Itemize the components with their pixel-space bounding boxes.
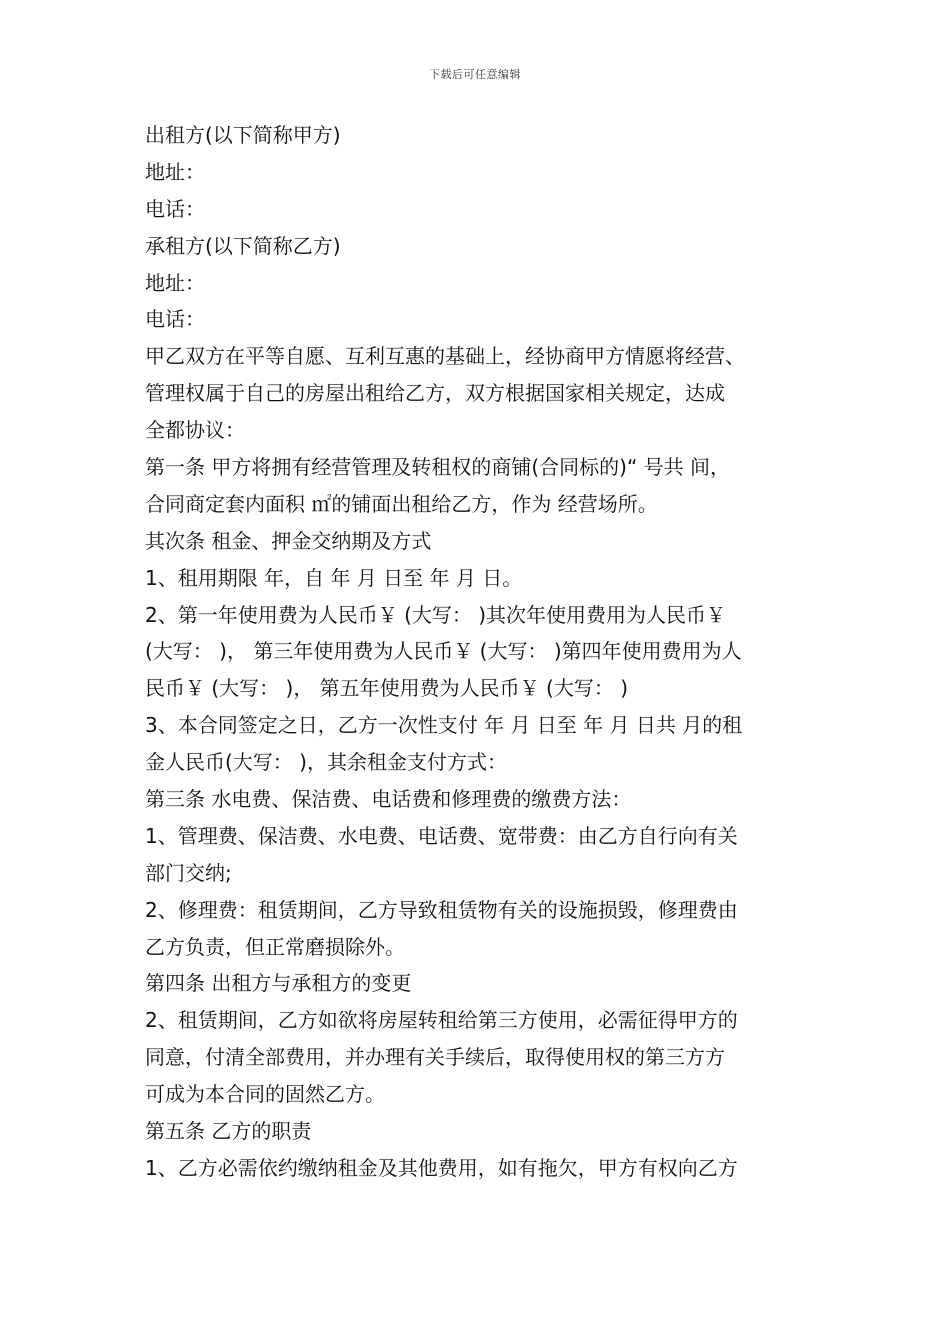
text-line: 乙方负责，但正常磨损除外。	[145, 934, 405, 959]
document-body	[145, 117, 815, 1187]
text-line: 承租方(以下简称乙方)	[145, 233, 341, 258]
text-line: 2、租赁期间，乙方如欲将房屋转租给第三方使用，必需征得甲方的	[145, 1008, 738, 1033]
text-line: 第五条 乙方的职责	[145, 1119, 312, 1144]
text-line: 2、修理费：租赁期间，乙方导致租赁物有关的设施损毁，修理费由	[145, 897, 738, 922]
text-line: 部门交纳;	[145, 860, 232, 885]
text-line: 电话：	[145, 307, 205, 332]
text-line: 2、第一年使用费为人民币￥ (大写： )其次年使用费用为人民币￥	[145, 602, 727, 627]
text-line: 第四条 出租方与承租方的变更	[145, 971, 412, 996]
text-line: 第一条 甲方将拥有经营管理及转租权的商铺(合同标的)“ 号共 间，	[145, 455, 731, 480]
header-note: 下载后可任意编辑	[429, 68, 521, 81]
text-line: 可成为本合同的固然乙方。	[145, 1082, 385, 1107]
text-line: 同意，付清全部费用，并办理有关手续后，取得使用权的第三方方	[145, 1045, 725, 1070]
text-line: 1、乙方必需依约缴纳租金及其他费用，如有拖欠，甲方有权向乙方	[145, 1155, 738, 1180]
text-line: 民币￥ (大写： )， 第五年使用费为人民币￥ (大写： )	[145, 676, 628, 701]
text-line: 电话：	[145, 196, 205, 221]
text-line: 第三条 水电费、保洁费、电话费和修理费的缴费方法：	[145, 787, 632, 812]
text-line: 全都协议：	[145, 418, 245, 443]
text-line: (大写： )， 第三年使用费为人民币￥ (大写： )第四年使用费用为人	[145, 639, 742, 664]
text-line: 1、管理费、保洁费、水电费、电话费、宽带费：由乙方自行向有关	[145, 823, 738, 848]
text-line: 出租方(以下简称甲方)	[145, 123, 341, 147]
text-line: 地址：	[145, 270, 205, 295]
text-line: 地址：	[145, 159, 205, 184]
text-line: 管理权属于自己的房屋出租给乙方，双方根据国家相关规定，达成	[145, 381, 725, 406]
text-line: 甲乙双方在平等自愿、互利互惠的基础上，经协商甲方情愿将经营、	[145, 344, 745, 369]
text-line: 1、租用期限 年，自 年 月 日至 年 月 日。	[145, 565, 523, 590]
text-line: 金人民币(大写： )，其余租金支付方式：	[145, 750, 507, 775]
text-line: 合同商定套内面积 ㎡的铺面出租给乙方，作为 经营场所。	[145, 491, 658, 516]
text-line: 3、本合同签定之日，乙方一次性支付 年 月 日至 年 月 日共 月的租	[145, 713, 743, 738]
text-line: 其次条 租金、押金交纳期及方式	[145, 528, 432, 553]
